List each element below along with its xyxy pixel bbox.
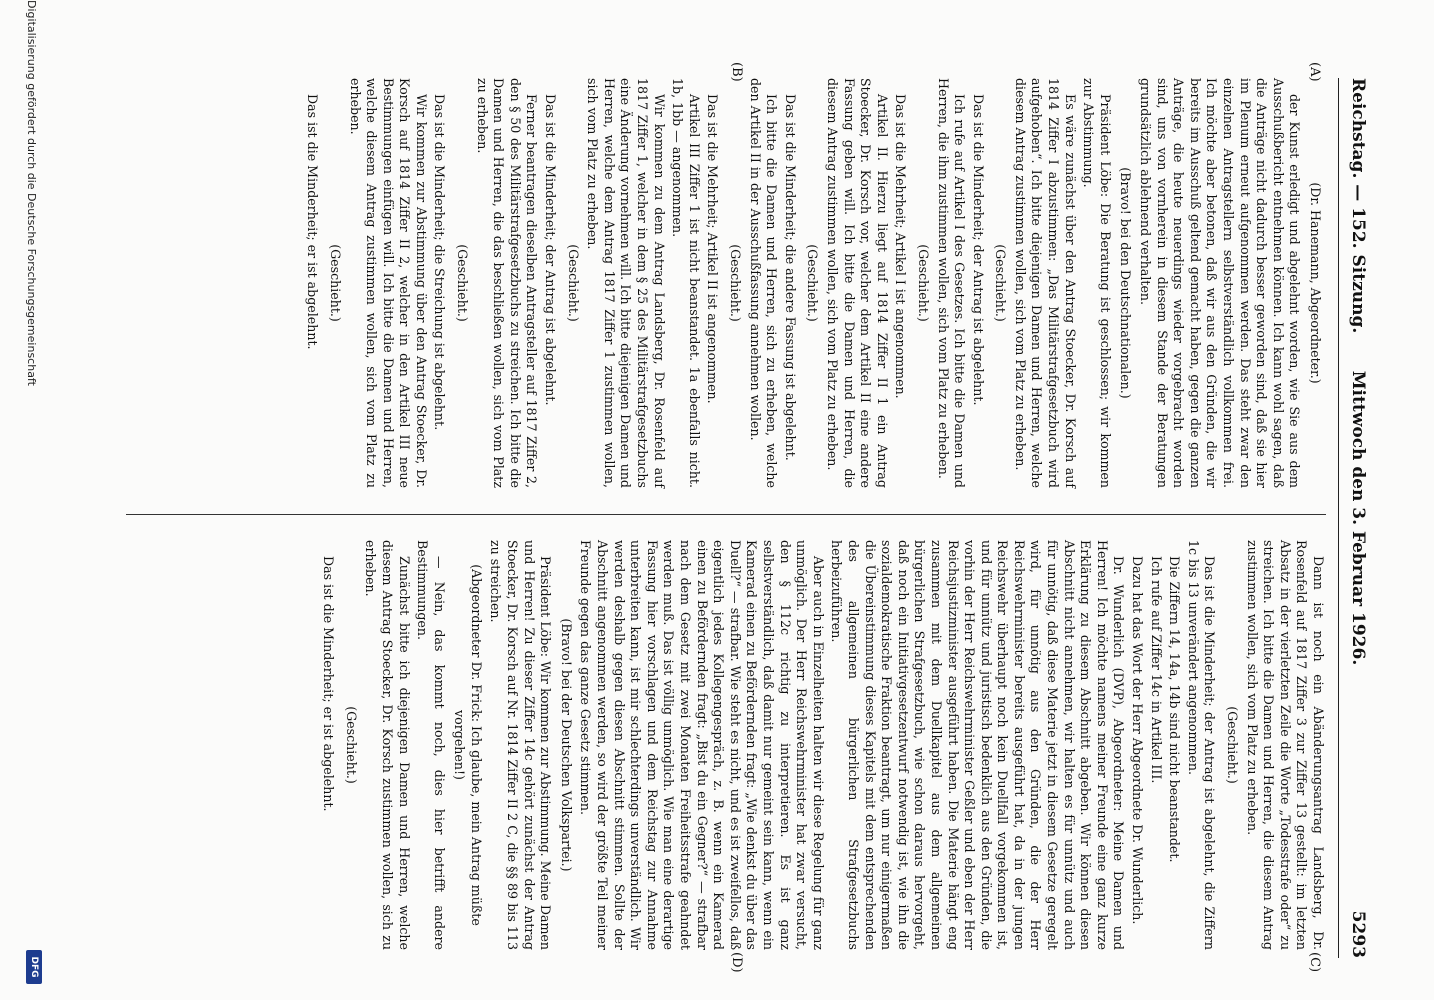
left-column [302, 78, 1326, 488]
margin-mark-a: (A) [1307, 62, 1322, 82]
paragraph: Das ist die Minderheit; der Antrag ist abgelehnt, die Ziffern 1c bis 13 unverändert angenommen. [1185, 540, 1218, 950]
paragraph: Dr. Wunderlich (DVP), Abgeordneter: Meine Damen und Herren! Ich möchte namens meiner Freunde eine ganz kurze Erklärung zu diesem Abschnitt abgeben. Wir können diesen Abschnitt nicht annehmen, wir halten es für unnütz und auch für unnötig, daß diese Materie jetzt in diesem Gesetze geregelt wird, für unnötig aus den Gründen, die der Herr Reichswehrminister bereits ausgeführt hat, da in der jungen Reichswehr überhaupt noch kein Duellfall vorgekommen ist, und für unnütz und juristisch bedenklich aus den Gründen, die vorhin der Herr Reichswehrminister Geßler und eben der Herr Reichsjustizminister ausgeführt haben. Die Materie hängt eng zusammen mit dem Duellkapitel aus dem allgemeinen bürgerlichen Strafgesetzbuch, wie schon daraus hervorgeht, daß noch ein Initiativgesetzentwurf notwendig ist, wie ihn die sozialdemokratische Fraktion beantragt, um nur einigermaßen die Übereinstimmung dieses Kapitels mit dem entsprechenden des allgemeinen bürgerlichen Strafgesetzbuchs herbeizuführen. [829, 540, 1127, 950]
dfg-logo: DFG [26, 950, 42, 984]
stage-direction: (Geschieht.) [343, 706, 359, 784]
paragraph: Ich bitte die Damen und Herren, sich zu erheben, welche den Artikel II in der Ausschußfassung annehmen wollen. [747, 78, 780, 488]
paragraph: Artikel III Ziffer 1 ist nicht beanstandet. 1a ebenfalls nicht. 1b, 1bb — angenommen. [670, 78, 702, 488]
margin-mark-c: (C) [1307, 952, 1322, 973]
margin-mark-d: (D) [729, 952, 744, 973]
paragraph: Das ist die Mehrheit; Artikel I ist angenommen. [893, 94, 909, 399]
paragraph: Ich rufe auf Artikel I des Gesetzes. Ich bitte die Damen und Herren, die ihm zustimmen wollen, sich vom Platz zu erheben. [935, 78, 968, 488]
stage-direction: (Geschieht.) [327, 244, 343, 322]
paragraph: Das ist die Minderheit; die Streichung ist abgelehnt. [432, 94, 448, 431]
stage-direction: (Geschieht.) [1225, 706, 1241, 784]
paragraph: Das ist die Minderheit; die andere Fassung ist abgelehnt. [782, 94, 798, 461]
stage-direction: (Bravo! bei der Deutschen Volkspartei.) [558, 618, 574, 872]
header-rule [1338, 78, 1339, 958]
paragraph: Das ist die Minderheit; er ist abgelehnt. [305, 94, 321, 350]
stage-direction: (Geschieht.) [805, 244, 821, 322]
stage-direction: (Geschieht.) [993, 244, 1009, 322]
paragraph: — Nein, das kommt noch, dies hier betrifft andere Bestimmungen. [415, 540, 447, 950]
stage-direction: (Geschieht.) [455, 244, 471, 322]
footer-credit: Digitalisierung gefördert durch die Deutsche Forschungsgemeinschaft [25, 0, 38, 386]
paragraph: Es wäre zunächst über den Antrag Stoecker, Dr. Korsch auf 1814 Ziffer I abzustimmen: „Das Militärstrafgesetzbuch wird aufgehoben“. Ich bitte diejenigen Damen und Herren, welche diesem Antrag zustimmen wollen, sich vom Platz zu erheben. [1012, 78, 1078, 488]
paragraph: der Kunst erledigt und abgelehnt worden, wie Sie aus dem Ausschußbericht entnehmen können. Ich kann wohl sagen, daß die Anträge nicht dadurch besser geworden sind, daß sie hier im Plenum erneut aufgenommen werden. Das steht zwar den einzelnen Antragstellern selbstverständlich vollkommen frei. Ich möchte aber betonen, daß wir aus den Gründen, die wir bereits im Ausschuß geltend gemacht haben, gegen die ganzen Anträge, die heute neuerdings wieder vorgebracht worden sind, uns von vornherein in diesem Stande der Beratungen grundsätzlich ablehnend verhalten. [1138, 78, 1303, 488]
paragraph: Das ist die Minderheit; der Antrag ist abgelehnt. [543, 94, 559, 406]
paragraph: Das ist die Mehrheit; Artikel II ist angenommen. [705, 94, 721, 404]
stage-direction: (Geschieht.) [728, 244, 743, 322]
stage-direction: (Abgeordneter Dr. Frick: Ich glaube, mein Antrag müßte vorgehen!) [452, 564, 484, 926]
paragraph: Dazu hat das Wort der Herr Abgeordnete Dr. Wunderlich. [1130, 556, 1146, 925]
paragraph: Wir kommen zu dem Antrag Landsberg, Dr. Rosenfeld auf 1817 Ziffer 1, welcher in dem § 25 des Militärstrafgesetzbuchs eine Änderung vornehmen will. Ich bitte diejenigen Damen und Herren, welche dem Antrag 1817 Ziffer 1 zustimmen wollen, sich vom Platz zu erheben. [585, 78, 667, 488]
page-header [1338, 78, 1374, 958]
page-number: 5293 [1348, 910, 1368, 958]
margin-mark-b: (B) [729, 62, 744, 82]
column-divider [126, 514, 1326, 515]
paragraph: Zunächst bitte ich diejenigen Damen und Herren, welche diesem Antrag Stoecker, Dr. Korsch zustimmen wollen, sich zu erheben. [363, 540, 412, 950]
paragraph: Aber auch in Einzelheiten halten wir diese Regelung für ganz unmöglich. Der Herr Reichswehrminister hat zwar versucht, den § 112c richtig zu interpretieren. Es ist ganz selbstverständlich, daß damit nur gemeint sein kann, wenn ein Kamerad einen zu Befördernden fragt: „Wie denkst du über das Duell?“ — strafbar. Wie steht es nicht, und es ist zweifellos, daß eigentlich jedes Kollegengespräch, z. B. wenn ein Kamerad einen zu Befördernden fragt: „Bist du ein Gegner?“ — strafbar nach dem Gesetz mit zwei Monaten Freiheitsstrafe geahndet werden muß. Das ist völlig unmöglich. Wie man eine derartige Fassung hier vorschlagen und dem Reichstag zur Annahme unterbreiten kann, ist mir schlechterdings unverständlich. Wir werden deshalb gegen diesen Abschnitt stimmen. Sollte der Abschnitt angenommen werden, so wird der größte Teil meiner Freunde gegen das ganze Gesetz stimmen. [578, 540, 826, 950]
paragraph: Ich rufe auf Ziffer 14c in Artikel III. [1148, 556, 1164, 784]
paragraph: Das ist die Minderheit; der Antrag ist abgelehnt. [970, 94, 986, 406]
stage-direction: (Dr. Hanemann, Abgeordneter.) [1308, 182, 1323, 384]
paragraph: Das ist die Minderheit; er ist abgelehnt. [321, 556, 337, 812]
header-date: Mittwoch den 3. Februar 1926. [1348, 370, 1368, 666]
paragraph: Dann ist noch ein Abänderungsantrag Landsberg, Dr. Rosenfeld auf 1817 Ziffer 3 zur Ziffer 13 gestellt: im letzten Absatz in der vierletzten Zeile die Worte „Todesstrafe oder“ zu streichen. Ich bitte die Damen und Herren, die diesem Antrag zustimmen wollen, sich vom Platz zu erheben. [1244, 540, 1326, 950]
stage-direction: (Bravo! bei den Deutschnationalen.) [1118, 167, 1134, 399]
right-column [318, 540, 1326, 950]
paragraph: Präsident Löbe: Wir kommen zur Abstimmung. Meine Damen und Herren! Zu dieser Ziffer 14c gehört zunächst der Antrag Stoecker, Dr. Korsch auf Nr. 1814 Ziffer II 2 C, die §§ 89 bis 113 zu streichen. [488, 540, 554, 950]
header-session: Reichstag. — 152. Sitzung. [1348, 78, 1368, 334]
stage-direction: (Geschieht.) [565, 244, 581, 322]
paragraph: Ferner beantragen dieselben Antragsteller auf 1817 Ziffer 2, den § 50 des Militärstrafgesetzbuchs zu streichen. Ich bitte die Damen und Herren, die das beschließen wollen, sich vom Platz zu erheben. [474, 78, 540, 488]
paragraph: Präsident Löbe: Die Beratung ist geschlossen; wir kommen zur Abstimmung. [1081, 78, 1113, 488]
paragraph: Die Ziffern 14, 14a, 14b sind nicht beanstandet. [1167, 556, 1183, 863]
paragraph: Wir kommen zur Abstimmung über den Antrag Stoecker, Dr. Korsch auf 1814 Ziffer II 2, welcher in den Artikel III neue Bestimmungen einfügen will. Ich bitte die Damen und Herren, welche diesem Antrag zustimmen wollen, sich vom Platz zu erheben. [347, 78, 429, 488]
paragraph: Artikel II. Hierzu liegt auf 1814 Ziffer II 1 ein Antrag Stoecker, Dr. Korsch vor, welcher dem Artikel II eine andere Fassung geben will. Ich bitte die Damen und Herren, die diesem Antrag zustimmen wollen, sich vom Platz zu erheben. [824, 78, 890, 488]
stage-direction: (Geschieht.) [915, 244, 931, 322]
